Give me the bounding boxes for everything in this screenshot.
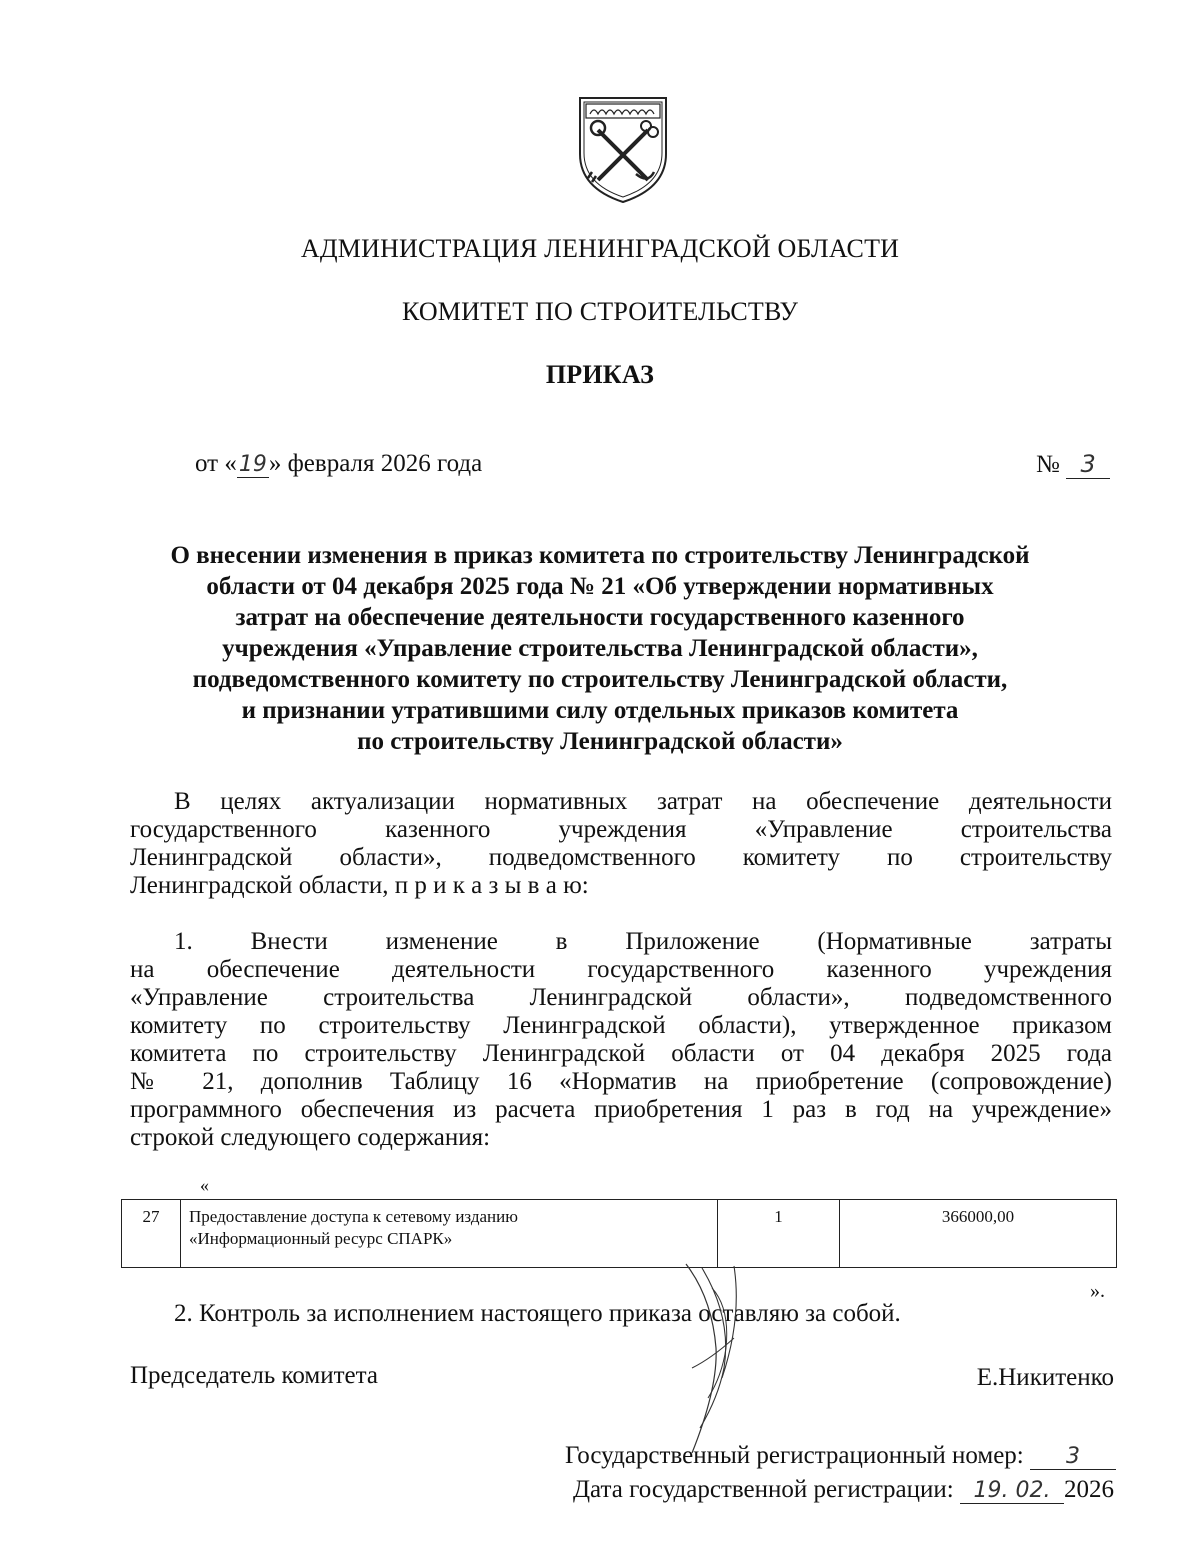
title-line: затрат на обеспечение деятельности государственного казенного [235,604,965,631]
coat-of-arms-emblem [574,92,672,204]
quote-close: ». [1090,1280,1105,1302]
order-number [1036,450,1110,479]
table-cell-name-line: «Информационный ресурс СПАРК» [189,1229,453,1248]
item-1-paragraph [130,928,1112,1152]
signatory-name: Е.Никитенко [976,1364,1114,1391]
registration-number-label: Государственный регистрационный номер: [565,1442,1024,1469]
item-2-paragraph: 2. Контроль за исполнением настоящего приказа оставляю за собой. [174,1300,901,1327]
item-1-line: «Управление строительства Ленинградской области», подведомственного [130,984,1112,1011]
norm-table [121,1199,1117,1268]
preamble-line: В целях актуализации нормативных затрат на обеспечение деятельности [174,788,1112,815]
table-cell-price: 366000,00 [840,1200,1117,1268]
document-type-heading: ПРИКАЗ [545,360,655,389]
order-title [100,540,1100,757]
table-cell-name [181,1200,718,1268]
item-1-line: № 21, дополнив Таблицу 16 «Норматив на приобретение (сопровождение) [130,1068,1112,1095]
coat-of-arms-icon [574,92,672,204]
item-1-line: комитету по строительству Ленинградской области), утвержденное приказом [130,1012,1112,1039]
registration-date-label: Дата государственной регистрации: [573,1476,954,1503]
registration-date-value: 19. 02. [960,1478,1064,1504]
table-cell-quantity: 1 [718,1200,840,1268]
item-1-line: 1. Внести изменение в Приложение (Нормативные затраты [174,928,1112,955]
preamble-line: Ленинградской области, п р и к а з ы в а ю: [130,872,589,899]
date-day: 19 [238,452,267,477]
preamble-paragraph [130,788,1112,900]
committee-heading: КОМИТЕТ ПО СТРОИТЕЛЬСТВУ [401,297,799,326]
preamble-line: Ленинградской области», подведомственного комитету по строительству [130,844,1112,871]
item-1-line: строкой следующего содержания: [130,1124,491,1151]
table-row [122,1200,1117,1268]
order-number-value: 3 [1066,450,1110,479]
date-prefix: от « [195,450,237,477]
registration-number-line [565,1442,1116,1470]
registration-year: 2026 [1064,1476,1114,1503]
registration-number-value: 3 [1030,1444,1116,1470]
item-1-line: на обеспечение деятельности государственного казенного учреждения [130,956,1112,983]
signatory-position: Председатель комитета [130,1362,378,1389]
item-1-line: программного обеспечения из расчета приобретения 1 раз в год на учреждение» [130,1096,1112,1123]
handwritten-signature [672,1258,762,1458]
date-suffix: » февраля 2026 года [268,450,483,477]
title-line: подведомственного комитету по строительству Ленинградской области, [192,666,1008,693]
date-line [195,450,482,478]
title-line: О внесении изменения в приказ комитета по строительству Ленинградской [170,542,1030,569]
preamble-line: государственного казенного учреждения «Управление строительства [130,816,1112,843]
item-1-line: комитета по строительству Ленинградской области от 04 декабря 2025 года [130,1040,1112,1067]
title-line: области от 04 декабря 2025 года № 21 «Об утверждении нормативных [206,573,994,600]
title-line: учреждения «Управление строительства Ленинградской области», [222,635,978,662]
registration-date-line [573,1476,1114,1504]
administration-heading: АДМИНИСТРАЦИЯ ЛЕНИНГРАДСКОЙ ОБЛАСТИ [300,234,900,263]
table-cell-number: 27 [122,1200,181,1268]
title-line: по строительству Ленинградской области» [357,728,843,755]
title-line: и признании утратившими силу отдельных приказов комитета [241,697,959,724]
order-number-label: № [1036,451,1060,478]
quote-open: « [200,1175,209,1195]
table-cell-name-line: Предоставление доступа к сетевому изданию [189,1207,518,1226]
